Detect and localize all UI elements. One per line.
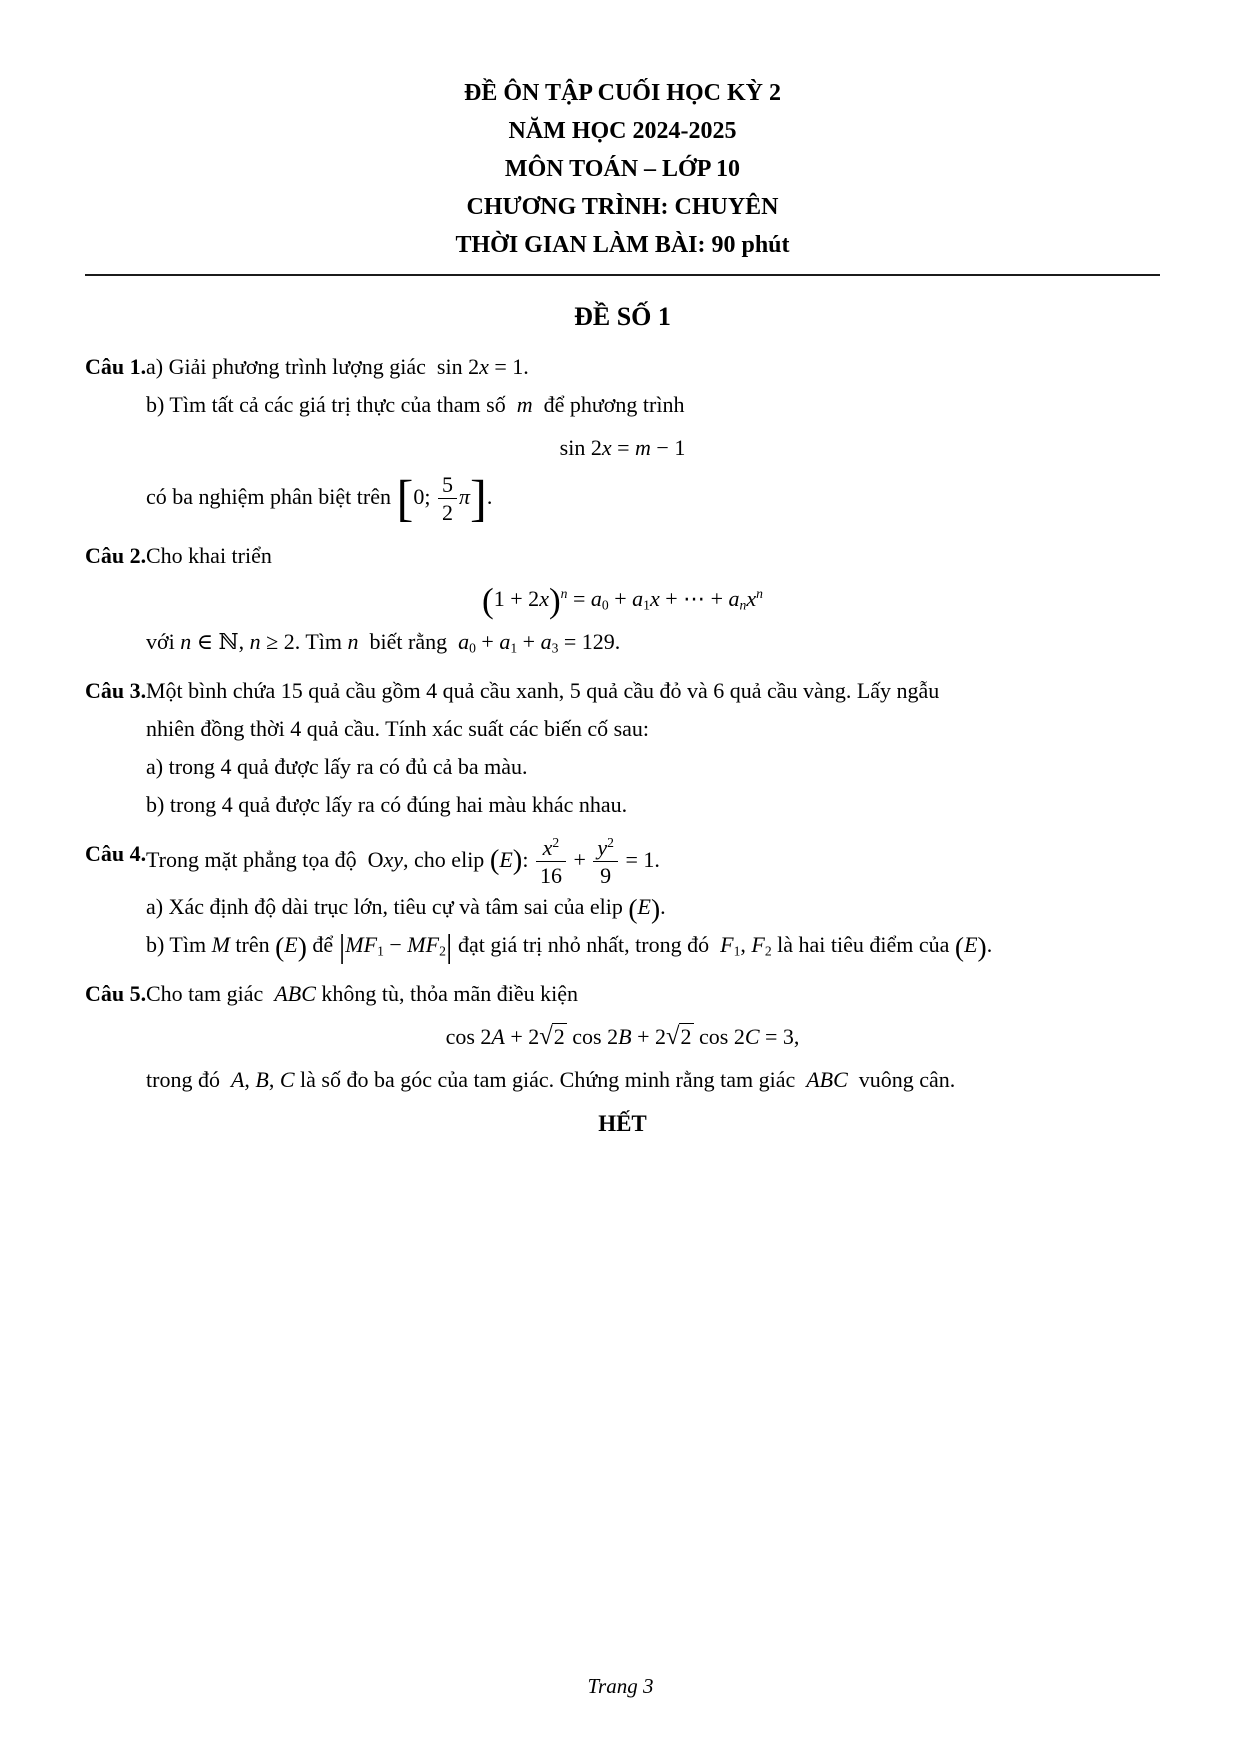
- exam-title: ĐỀ SỐ 1: [574, 302, 671, 331]
- header-line-5: THỜI GIAN LÀM BÀI: 90 phút: [455, 232, 790, 258]
- q1-part-b: b) Tìm tất cả các giá trị thực của tham số m để phương trình: [146, 392, 685, 417]
- q3-part-a: a) trong 4 quả được lấy ra có đủ cả ba màu.: [146, 753, 528, 779]
- question-3-label: Câu 3.: [85, 677, 147, 703]
- q2-display-equation: $(1 + 2x)^n = a0 + a1x$ + ⋯ + anx$^n$: [482, 580, 763, 620]
- q4-part-b: b) Tìm M trên (E) để |MF1 − MF2| đạt giá trị nhỏ nhất, trong đó F1, F2 là hai tiêu điểm của (E).: [146, 929, 993, 966]
- question-3: [85, 672, 1160, 824]
- question-5: [85, 975, 1160, 1099]
- q5-outro: trong đó A, B, C là số đo ba góc của tam giác. Chứng minh rằng tam giác ABC vuông cân.: [146, 1067, 956, 1093]
- question-2-label: Câu 2.: [85, 542, 147, 568]
- q2-intro: Cho khai triển: [146, 542, 272, 568]
- question-4: [85, 835, 1160, 965]
- question-5-label: Câu 5.: [85, 981, 147, 1007]
- header-line-4: CHƯƠNG TRÌNH: CHUYÊN: [466, 194, 779, 220]
- question-4-label: Câu 4.: [85, 840, 147, 866]
- q4-part-a: a) Xác định độ dài trục lớn, tiêu cự và tâm sai của elip (E).: [146, 893, 666, 925]
- q2-condition: với n ∈ ℕ, n ≥ 2. Tìm n biết rằng a0 + a1 + a3 = 129.: [146, 628, 621, 655]
- header-line-2: NĂM HỌC 2024-2025: [508, 118, 737, 144]
- header-line-3: MÔN TOÁN – LỚP 10: [504, 156, 741, 182]
- q1-interval-condition: có ba nghiệm phân biệt trên [0; $\frac{5}{2}$ π].: [146, 470, 493, 527]
- header-divider: [85, 274, 1160, 276]
- question-1: [85, 348, 1160, 526]
- q3-text-line-1: Một bình chứa 15 quả cầu gồm 4 quả cầu xanh, 5 quả cầu đỏ và 6 quả cầu vàng. Lấy ngẫu: [146, 677, 940, 703]
- q1-display-equation: sin 2x = m − 1: [559, 435, 686, 460]
- document-header: [85, 74, 1160, 264]
- header-line-1: ĐỀ ÔN TẬP CUỐI HỌC KỲ 2: [464, 80, 781, 106]
- q5-intro: Cho tam giác ABC không tù, thỏa mãn điều kiện: [146, 981, 578, 1007]
- q5-display-equation: cos 2A + 2√2 cos 2B + 2√2 cos 2C = 3,: [445, 1023, 800, 1051]
- q3-text-line-2: nhiên đồng thời 4 quả cầu. Tính xác suất các biến cố sau:: [146, 715, 650, 741]
- question-1-label: Câu 1.: [85, 354, 147, 379]
- question-2: [85, 537, 1160, 661]
- q1-part-a: a) Giải phương trình lượng giác sin 2x = 1.: [146, 354, 529, 379]
- page-number: Trang 3: [587, 1674, 654, 1698]
- q3-part-b: b) trong 4 quả được lấy ra có đúng hai màu khác nhau.: [146, 791, 628, 817]
- q4-intro: Trong mặt phẳng tọa độ Oxy, cho elip (E): $\frac{x^2}{16}$ + $\frac{y^2}{9}$ = 1.: [146, 834, 660, 888]
- end-marker: HẾT: [598, 1111, 647, 1137]
